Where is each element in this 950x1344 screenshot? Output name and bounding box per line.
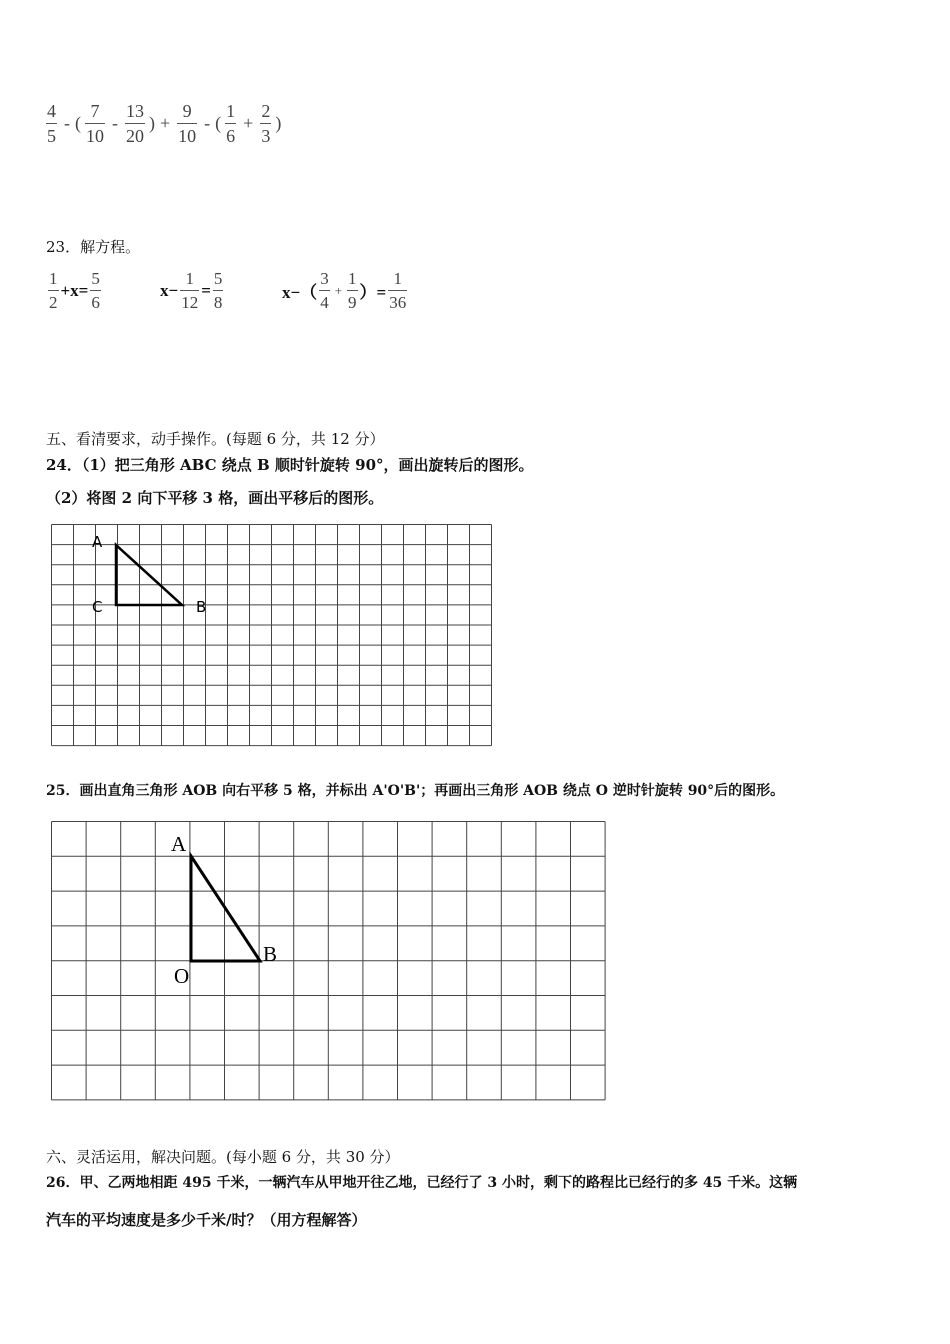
label-a: A (171, 832, 187, 856)
question-24-line-2: （2）将图 2 向下平移 3 格，画出平移后的图形。 (46, 489, 384, 507)
fraction: $\frac{13}{20}$ (126, 101, 144, 146)
equation-3 (282, 270, 409, 311)
equation-text: x−（ (282, 283, 318, 302)
fraction: $\frac{1}{6}$ (226, 101, 236, 146)
equation-text: +x= (60, 280, 89, 300)
operator: - (204, 113, 211, 133)
operator: - (112, 113, 118, 133)
label-b: B (196, 598, 207, 616)
triangle-aob (191, 856, 260, 961)
fraction: $\frac{1}{9}$ (348, 269, 357, 312)
fraction: $\frac{4}{5}$ (47, 101, 56, 146)
question-25-line-1: 25．画出直角三角形 AOB 向右平移 5 格，并标出 A'O'B'；再画出三角形 AOB 绕点 O 逆时针旋转 90°后的图形。 (46, 783, 785, 799)
fraction: $\frac{9}{10}$ (178, 101, 197, 146)
equation-1 (46, 270, 103, 311)
question-23-title: 23．解方程。 (46, 238, 141, 256)
label-c: C (92, 598, 103, 616)
operator: + (160, 113, 171, 133)
paren: ( (75, 113, 81, 133)
fraction: $\frac{1}{12}$ (181, 269, 199, 312)
operator: + (334, 282, 343, 298)
triangle-abc (116, 545, 182, 605)
question-26-line-1: 26．甲、乙两地相距 495 千米，一辆汽车从甲地开往乙地，已经行了 3 小时，剩下的路程比已经行的多 45 千米。这辆 (46, 1175, 798, 1191)
fraction: $\frac{7}{10}$ (86, 101, 104, 146)
expression-q22 (44, 102, 281, 145)
equation-text: ）= (359, 283, 387, 302)
paren: ( (215, 113, 222, 133)
label-b: B (263, 942, 278, 966)
fraction: $\frac{1}{36}$ (389, 269, 407, 312)
section-6-title: 六、灵活运用，解决问题。(每小题 6 分，共 30 分） (46, 1148, 400, 1166)
equation-2 (160, 270, 225, 311)
operator: - (64, 113, 70, 133)
label-o: O (174, 964, 190, 988)
grid-q24[interactable] (50, 523, 496, 749)
equation-text: x− (160, 280, 179, 300)
question-24-line-1: 24．（1）把三角形 ABC 绕点 B 顺时针旋转 90°，画出旋转后的图形。 (46, 456, 534, 474)
fraction: $\frac{3}{4}$ (320, 269, 329, 312)
equation-text: = (201, 280, 211, 300)
paren: ) (149, 113, 155, 133)
label-a: A (92, 533, 103, 551)
grid-q25[interactable] (50, 820, 610, 1102)
fraction: $\frac{5}{8}$ (213, 269, 223, 312)
fraction: $\frac{2}{3}$ (261, 101, 271, 146)
fraction: $\frac{1}{2}$ (49, 269, 58, 312)
fraction: $\frac{5}{6}$ (91, 269, 100, 312)
question-26-line-2: 汽车的平均速度是多少千米/时？（用方程解答） (46, 1211, 367, 1229)
operator: + (243, 113, 254, 133)
paren: ) (275, 113, 282, 133)
section-5-title: 五、看清要求，动手操作。(每题 6 分，共 12 分） (46, 430, 385, 448)
